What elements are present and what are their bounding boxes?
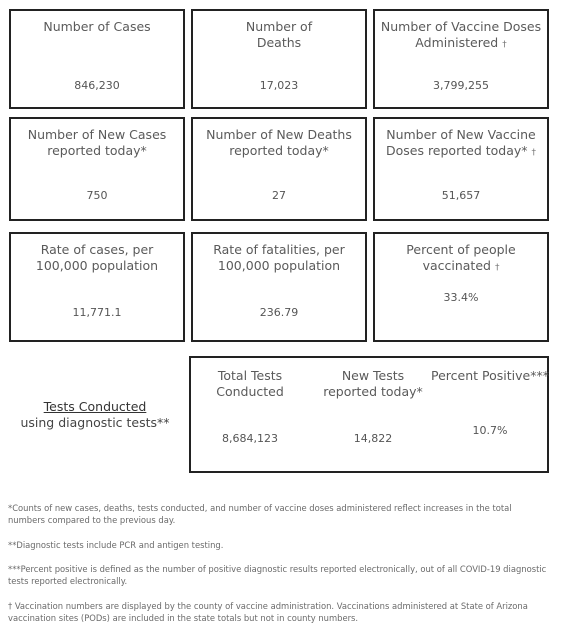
total-tests-value: 8,684,123 [222,432,278,445]
new-cases-card [9,117,185,221]
tests-conducted-label [14,399,176,431]
new-vaccine-value: 51,657 [441,189,481,202]
new-deaths-value: 27 [272,189,286,202]
cases-card [9,9,185,109]
percent-positive-title: Percent Positive*** [431,368,549,383]
footnote-vaccination: † Vaccination numbers are displayed by the county of vaccine administration. Vaccinations administered at State of Arizona vaccination sites (PODs) are included in the state totals but not in county numbers. [8,601,528,623]
tests-card [189,356,549,473]
new-cases-value: 750 [86,189,108,202]
pct-vaccinated-value: 33.4% [443,291,479,304]
deaths-title: Number of Deaths [245,19,313,50]
new-tests-value: 14,822 [353,432,393,445]
case-rate-value: 11,771.1 [72,306,122,319]
new-vaccine-title-text: Number of New Vaccine Doses reported today* [385,127,536,158]
pct-vaccinated-title-text: Percent of people vaccinated [406,242,516,273]
fatality-rate-value: 236.79 [259,306,299,319]
total-tests-title: Total Tests Conducted [216,368,284,399]
footnote-diagnostic-tests: **Diagnostic tests include PCR and antigen testing. [8,540,224,550]
deaths-card [191,9,367,109]
total-tests-column [191,358,309,471]
footnote-new-counts: *Counts of new cases, deaths, tests conducted, and number of vaccine doses administered reflect increases in the total numbers compared to the previous day. [8,503,512,525]
cases-title: Number of Cases [43,19,151,34]
footnote-percent-positive: ***Percent positive is defined as the number of positive diagnostic results reported electronically, out of all COVID-19 diagnostic tests reported electronically. [8,564,547,586]
vaccine-doses-title-text: Number of Vaccine Doses Administered [380,19,542,50]
tests-conducted-title[interactable]: Tests Conducted [43,399,147,414]
fatality-rate-card [191,232,367,342]
case-rate-card [9,232,185,342]
new-tests-column [313,358,433,471]
deaths-value: 17,023 [259,79,299,92]
percent-positive-value: 10.7% [472,424,508,437]
new-tests-title: New Tests reported today* [323,368,423,399]
pct-vaccinated-title [375,242,547,276]
pct-vaccinated-card [373,232,549,342]
vaccine-doses-title [379,19,543,53]
fatality-rate-title: Rate of fatalities, per 100,000 population [213,242,345,273]
new-vaccine-card [373,117,549,221]
dagger-mark: † [502,40,507,50]
case-rate-title: Rate of cases, per 100,000 population [35,242,159,273]
new-deaths-title: Number of New Deaths reported today* [206,127,352,158]
new-cases-title: Number of New Cases reported today* [27,127,167,158]
vaccine-doses-value: 3,799,255 [433,79,489,92]
new-vaccine-title [379,127,543,161]
vaccine-doses-card [373,9,549,109]
dagger-mark: † [494,263,500,273]
tests-conducted-subtitle: using diagnostic tests** [20,415,170,430]
percent-positive-column [431,358,549,471]
cases-value: 846,230 [74,79,120,92]
new-deaths-card [191,117,367,221]
dagger-mark: † [531,148,536,158]
